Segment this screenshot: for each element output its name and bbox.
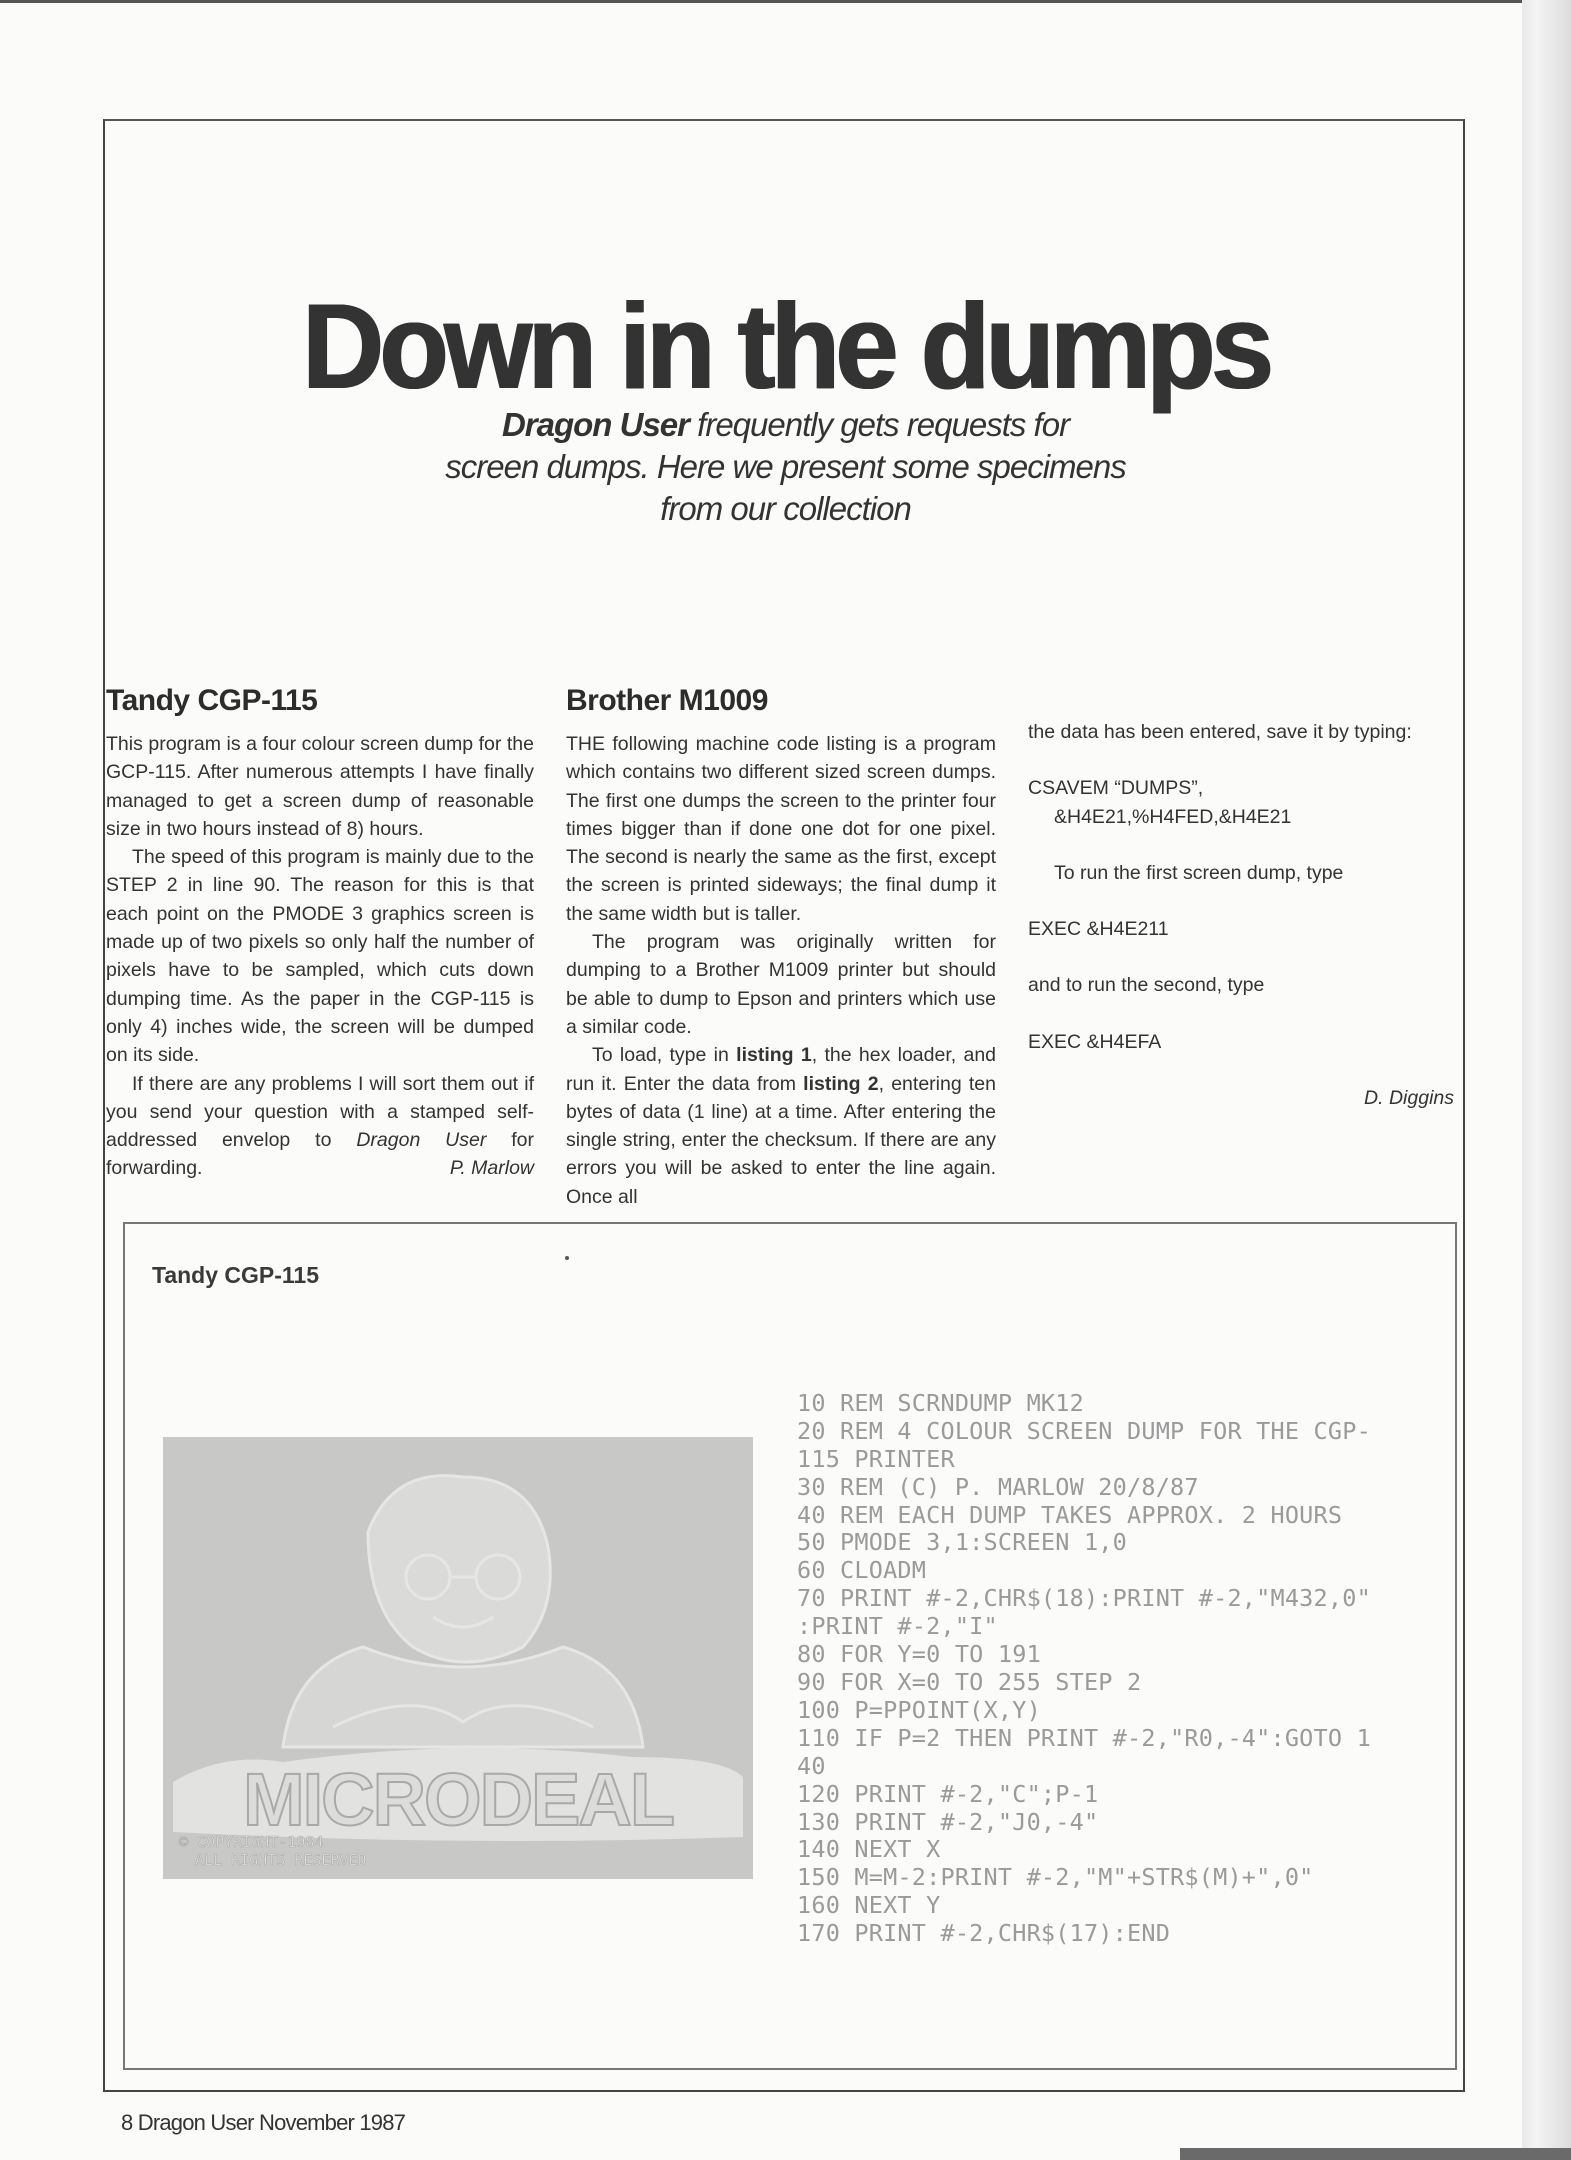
brother-paragraph: and to run the second, type xyxy=(1028,974,1265,997)
text: , the hex loader, and run it. Enter the data from xyxy=(566,1044,997,1095)
text: , entering ten bytes of data (1 line) at a time. After entering the single string, enter the checksum. If there are any errors you will be asked to enter the line again. Once all xyxy=(566,1072,996,1208)
page-edge xyxy=(0,0,1571,3)
brother-column xyxy=(566,684,996,1211)
code-line: 80 FOR Y=0 TO 191 xyxy=(797,1640,1041,1669)
code-line: 40 xyxy=(797,1751,826,1780)
print-speck xyxy=(565,1256,569,1260)
facing-page-shadow xyxy=(1180,2148,1571,2160)
code-line: 130 PRINT #-2,"J0,-4" xyxy=(797,1807,1099,1836)
microdeal-screen-illustration xyxy=(163,1437,753,1879)
code-line: 20 REM 4 COLOUR SCREEN DUMP FOR THE CGP- xyxy=(797,1416,1371,1445)
basic-listing xyxy=(797,1362,1371,1976)
standfirst-magazine: Dragon User xyxy=(501,406,689,443)
csavem-line-2: &H4E21,%H4FED,&H4E21 xyxy=(1054,805,1292,828)
tandy-closing: for forwarding. xyxy=(106,1129,535,1180)
tandy-paragraph xyxy=(106,1070,534,1183)
article-title: Down in the dumps xyxy=(302,278,1270,414)
code-line: 110 IF P=2 THEN PRINT #-2,"R0,-4":GOTO 1 xyxy=(797,1723,1371,1752)
standfirst-line-1: frequently gets requests for xyxy=(689,406,1070,443)
brother-paragraph: The program was originally written for dumping to a Brother M1009 printer but should be able to dump to Epson and printers which use a similar code. xyxy=(566,931,996,1038)
page-footer: 8 Dragon User November 1987 xyxy=(121,2110,406,2135)
brother-column-continued xyxy=(1028,718,1454,1140)
tandy-paragraph-text: If there are any problems I will sort them out if you send your question with a stamped self-addressed envelop to xyxy=(106,1072,534,1152)
csavem-command xyxy=(1028,774,1454,831)
tandy-heading: Tandy CGP-115 xyxy=(106,684,318,717)
brother-paragraph xyxy=(566,1041,996,1211)
microdeal-logo-text: MICRODEAL xyxy=(242,1758,674,1841)
listing-1-ref: listing 1 xyxy=(736,1044,812,1067)
article-standfirst xyxy=(0,404,1571,530)
code-line: 120 PRINT #-2,"C";P-1 xyxy=(797,1779,1099,1808)
code-line: 70 PRINT #-2,CHR$(18):PRINT #-2,"M432,0" xyxy=(797,1584,1371,1613)
copyright-text: © COPYRIGHT-1984 xyxy=(179,1833,324,1851)
magazine-name: Dragon User xyxy=(356,1129,487,1152)
listing-label: Tandy CGP-115 xyxy=(152,1262,320,1288)
code-line: 60 CLOADM xyxy=(797,1556,927,1585)
standfirst-line-2: screen dumps. Here we present some specimens xyxy=(445,448,1126,485)
text: To load, type in xyxy=(592,1044,737,1067)
code-line: 90 FOR X=0 TO 255 STEP 2 xyxy=(797,1667,1142,1696)
code-line: 115 PRINTER xyxy=(797,1444,955,1473)
standfirst-line-3: from our collection xyxy=(660,490,911,527)
code-line: 150 M=M-2:PRINT #-2,"M"+STR$(M)+",0" xyxy=(797,1863,1314,1892)
listing-2-ref: listing 2 xyxy=(803,1072,879,1095)
exec-command-1: EXEC &H4E211 xyxy=(1028,918,1169,941)
code-line: 140 NEXT X xyxy=(797,1835,941,1864)
code-line: 170 PRINT #-2,CHR$(17):END xyxy=(797,1919,1171,1948)
screen-dump-image xyxy=(163,1437,753,1879)
brother-paragraph: the data has been entered, save it by typing: xyxy=(1028,721,1412,743)
tandy-column xyxy=(106,684,534,1183)
csavem-line-1: CSAVEM “DUMPS”, xyxy=(1028,777,1204,800)
brother-heading: Brother M1009 xyxy=(566,684,768,717)
copyright-text: ALL RIGHTS RESERVED xyxy=(195,1851,367,1869)
code-line: 50 PMODE 3,1:SCREEN 1,0 xyxy=(797,1528,1128,1557)
code-line: 100 P=PPOINT(X,Y) xyxy=(797,1695,1041,1724)
exec-command-2: EXEC &H4EFA xyxy=(1028,1030,1162,1053)
code-line: 40 REM EACH DUMP TAKES APPROX. 2 HOURS xyxy=(797,1500,1343,1529)
brother-paragraph: To run the first screen dump, type xyxy=(1054,861,1344,884)
author-signature: P. Marlow xyxy=(449,1157,534,1180)
tandy-paragraph: The speed of this program is mainly due to the STEP 2 in line 90. The reason for this is that each point on the PMODE 3 graphics screen is made up of two pixels so only half the number of pixels have to be sampled, which cuts down dumping time. As the paper in the CGP-115 is only 4) inches wide, the screen will be dumped on its side. xyxy=(106,846,534,1067)
facing-page-edge xyxy=(1522,0,1571,2160)
code-line: 160 NEXT Y xyxy=(797,1891,941,1920)
code-line: :PRINT #-2,"I" xyxy=(797,1612,998,1641)
code-line: 10 REM SCRNDUMP MK12 xyxy=(797,1388,1084,1417)
tandy-paragraph: This program is a four colour screen dump for the GCP-115. After numerous attempts I have finally managed to get a screen dump of reasonable size in two hours instead of 8) hours. xyxy=(106,733,534,840)
brother-paragraph: THE following machine code listing is a program which contains two different sized screen dumps. The first one dumps the screen to the printer four times bigger than if done one dot for one pixel. The second is nearly the same as the first, except the screen is printed sideways; the final dump it the same width but is taller. xyxy=(566,733,996,925)
author-signature: D. Diggins xyxy=(1364,1087,1454,1110)
code-line: 30 REM (C) P. MARLOW 20/8/87 xyxy=(797,1472,1199,1501)
